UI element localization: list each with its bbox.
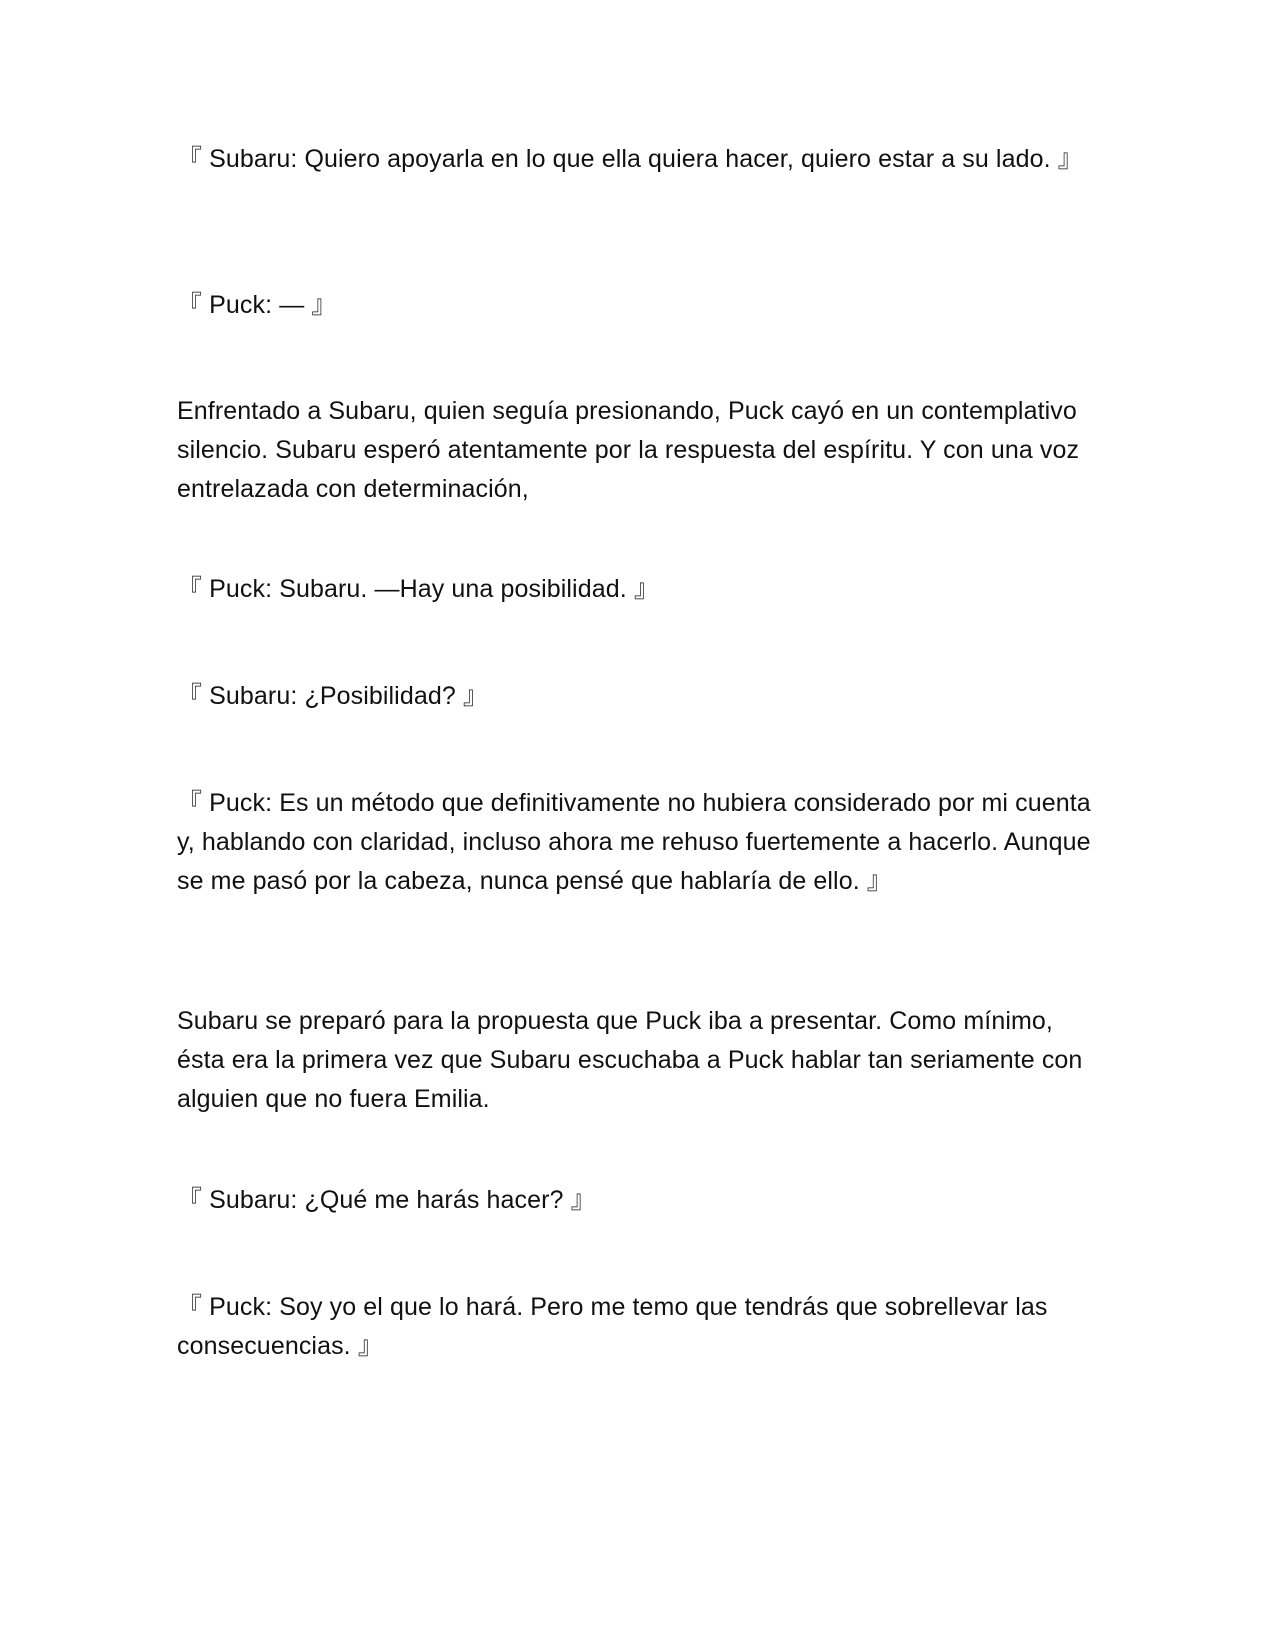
dialogue-subaru-support: 『 Subaru: Quiero apoyarla en lo que ella quiera hacer, quiero estar a su lado. 』 [177,145,1083,173]
dialogue-puck-possibility: 『 Puck: Subaru. —Hay una posibilidad. 』 [177,575,659,603]
dialogue-puck-method: 『 Puck: Es un método que definitivamente no hubiera considerado por mi cuenta y, hablando con claridad, incluso ahora me rehuso fuertemente a hacerlo. Aunque se me pasó por la cabeza, nunca pensé que hablaría de ello. 』 [177,789,1091,895]
dialogue-subaru-question: 『 Subaru: ¿Qué me harás hacer? 』 [177,1186,596,1214]
narration-subaru-prepares: Subaru se preparó para la propuesta que Puck iba a presentar. Como mínimo, ésta era la primera vez que Subaru escuchaba a Puck hablar tan seriamente con alguien que no fuera Emilia. [177,1007,1083,1113]
dialogue-puck-consequences: 『 Puck: Soy yo el que lo hará. Pero me temo que tendrás que sobrellevar las consecuencias. 』 [177,1293,1048,1360]
dialogue-subaru-possibility: 『 Subaru: ¿Posibilidad? 』 [177,682,488,710]
narration-contemplative-silence: Enfrentado a Subaru, quien seguía presionando, Puck cayó en un contemplativo silencio. Subaru esperó atentamente por la respuesta del espíritu. Y con una voz entrelazada con determinación, [177,397,1080,503]
dialogue-puck-silence: 『 Puck: — 』 [177,291,337,319]
